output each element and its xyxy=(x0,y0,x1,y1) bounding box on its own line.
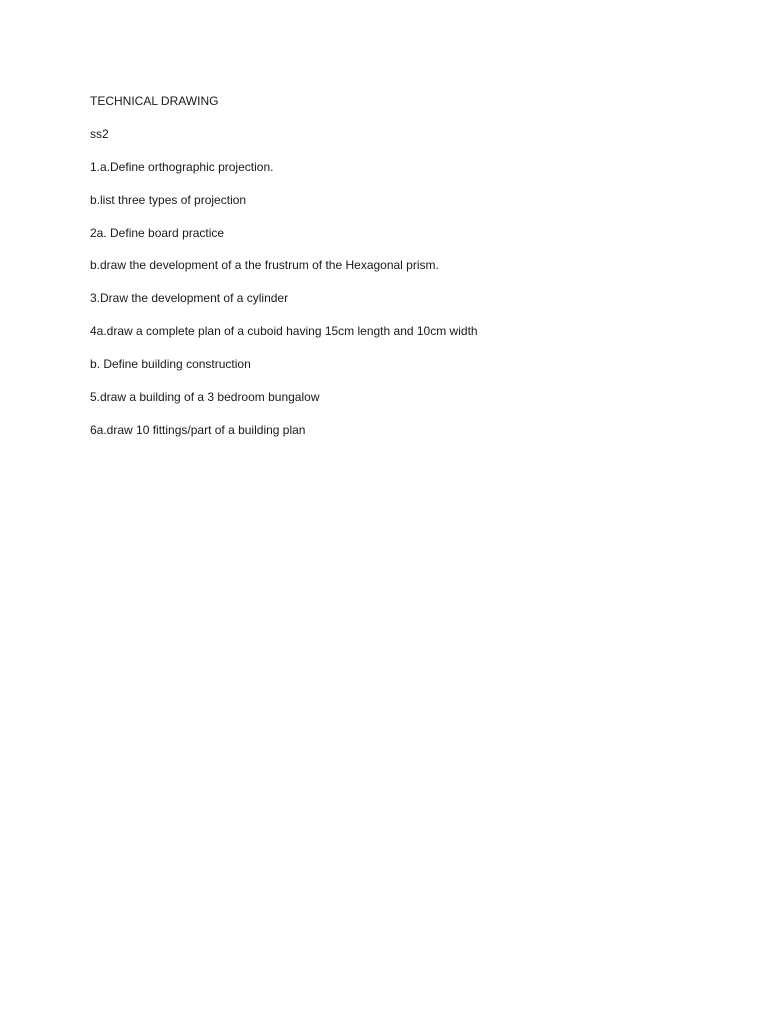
document-body xyxy=(90,94,690,456)
question-line: b. Define building construction xyxy=(90,357,251,372)
document-title: TECHNICAL DRAWING xyxy=(90,94,219,108)
question-line: 1.a.Define orthographic projection. xyxy=(90,159,274,174)
question-line: 4a.draw a complete plan of a cuboid having 15cm length and 10cm width xyxy=(90,324,478,339)
question-line: 2a. Define board practice xyxy=(90,225,225,240)
question-line: 5.draw a building of a 3 bedroom bungalow xyxy=(90,390,320,405)
class-label: ss2 xyxy=(90,126,109,141)
question-line: 6a.draw 10 fittings/part of a building plan xyxy=(90,422,306,437)
question-line: b.draw the development of a the frustrum of the Hexagonal prism. xyxy=(90,258,439,273)
question-line: b.list three types of projection xyxy=(90,192,247,207)
question-line: 3.Draw the development of a cylinder xyxy=(90,291,289,306)
